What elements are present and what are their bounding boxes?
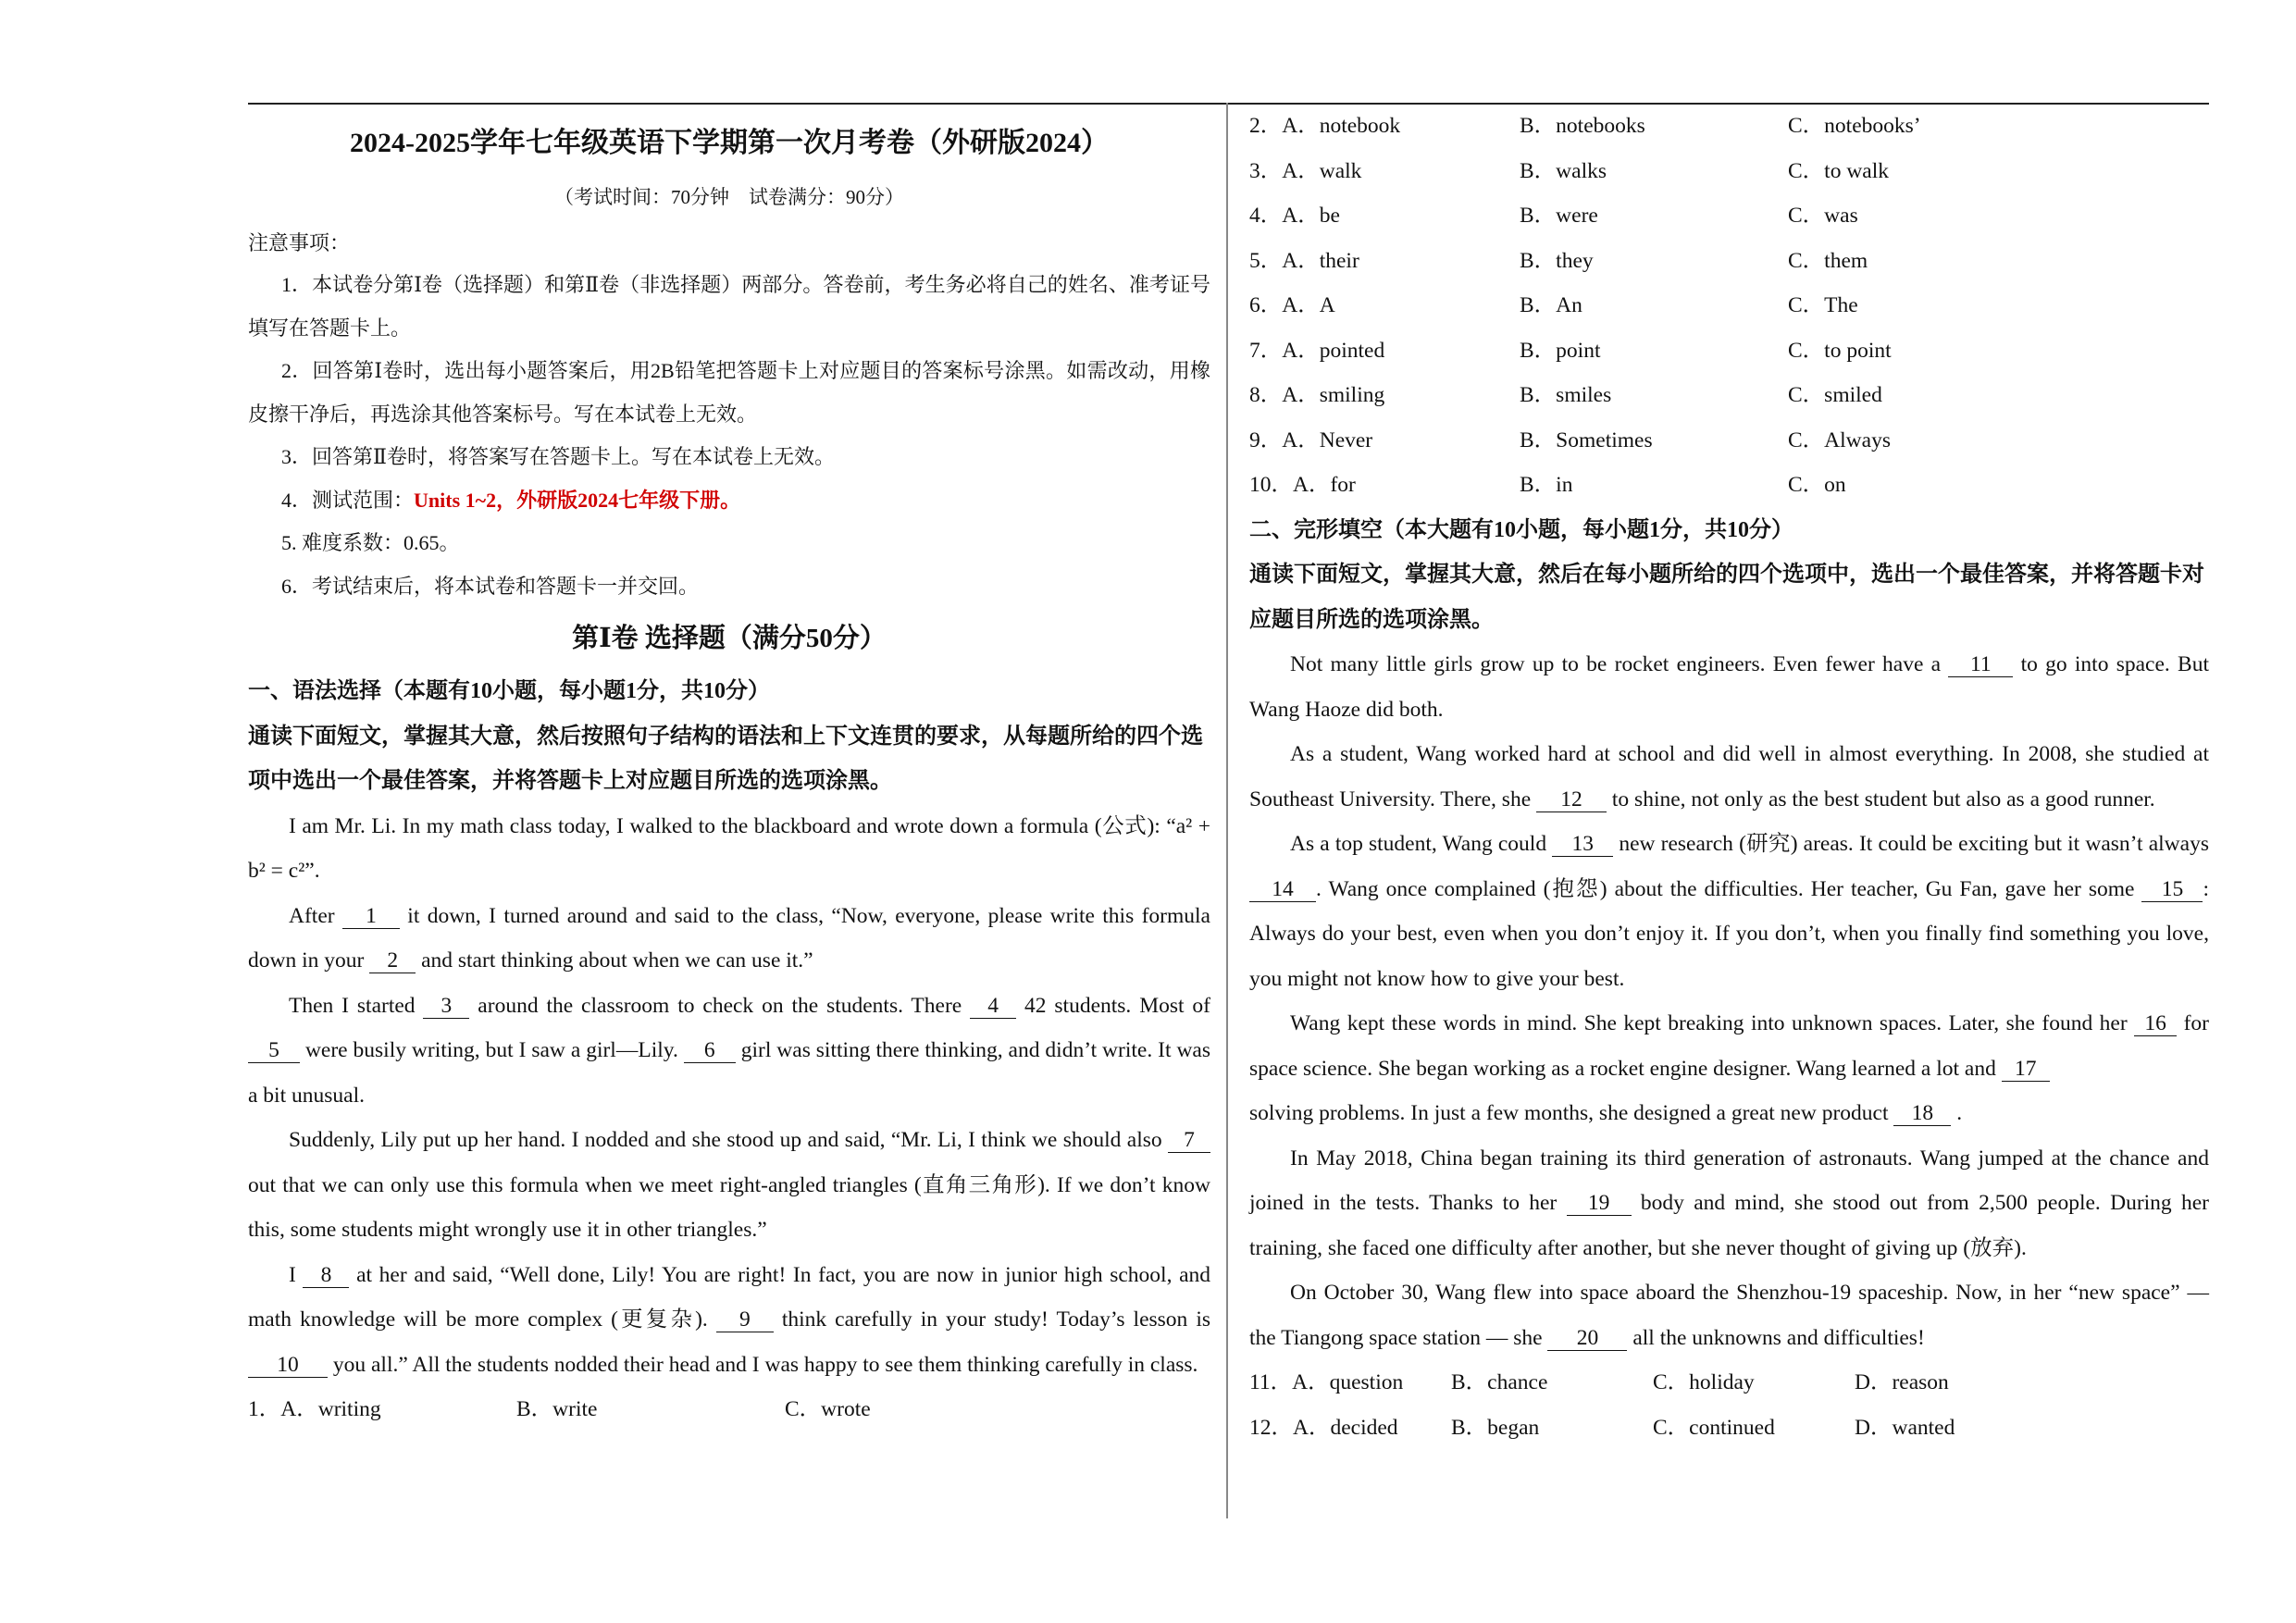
question-options-row [1249, 1406, 2209, 1451]
option-a: 12．A．decided [1249, 1415, 1398, 1440]
option-a: 7．A．pointed [1249, 338, 1385, 363]
text: Wang kept these words in mind. She kept breaking into unknown spaces. Later, she found her [1290, 1011, 2135, 1035]
option-c: C．to walk [1788, 158, 1890, 183]
text: In May 2018, China began training its third generation of astronauts. Wang jumped at the chance and joined in the tests. Thanks to her [1249, 1146, 2209, 1215]
blank-7: 7 [1168, 1128, 1210, 1153]
passage2-paragraph [1249, 1136, 2209, 1271]
blank-19: 19 [1567, 1191, 1632, 1216]
passage2-paragraph [1249, 1001, 2209, 1136]
text: . Wang once complained (抱怨) about the difficulties. Her teacher, Gu Fan, gave her some [1316, 876, 2142, 901]
blank-10: 10 [248, 1353, 328, 1378]
text: it down, I turned around and said to the class, “Now, everyone, please write this formula down in your [248, 903, 1210, 973]
part1-title: 第Ⅰ卷 选择题（满分50分） [572, 624, 887, 653]
note-scope-value: Units 1~2，外研版2024七年级下册。 [414, 488, 741, 512]
option-c: C．was [1788, 204, 1858, 228]
text: out that we can only use this formula when we meet right-angled triangles (直角三角形). If we don’t know this, some students might wrongly use it in other triangles.” [248, 1172, 1210, 1242]
option-c: C．to point [1788, 338, 1892, 363]
text: As a top student, Wang could [1290, 832, 1553, 856]
passage2-paragraph [1249, 642, 2209, 732]
text: girl was sitting there thinking, and didn’t write. It was a bit unusual. [248, 1038, 1210, 1108]
notes-heading: 注意事项： [248, 231, 351, 254]
note-item-scope [248, 479, 1210, 523]
passage1-paragraph [248, 984, 1210, 1119]
note-scope-label: 4．测试范围： [281, 488, 415, 512]
option-a: 6．A．A [1249, 293, 1335, 317]
blank-5: 5 [248, 1038, 300, 1063]
blank-18: 18 [1893, 1101, 1951, 1126]
passage2-paragraph [1249, 732, 2209, 822]
exam-title: 2024-2025学年七年级英语下学期第一次月考卷（外研版2024） [350, 128, 1109, 158]
text: I [289, 1262, 304, 1287]
right-column [1249, 104, 2209, 1450]
option-a: 1．A．writing [248, 1397, 381, 1421]
question-options-row [1249, 418, 2209, 464]
text: to go into space. But Wang Haoze did both. [1249, 652, 2209, 722]
passage1-paragraph [248, 1253, 1210, 1388]
option-b: B．walks [1520, 158, 1607, 183]
option-c: C．Always [1788, 427, 1891, 452]
question-options-row [1249, 239, 2209, 284]
option-a: 9．A．Never [1249, 427, 1373, 452]
text: for space science. She began working as a rocket engine designer. Wang learned a lot and [1249, 1011, 2210, 1081]
option-a: 10．A．for [1249, 473, 1356, 497]
question-options-row [1249, 193, 2209, 239]
blank-11: 11 [1948, 652, 2013, 677]
text: body and mind, she stood out from 2,500 people. During her training, she faced one difficulty after another, but she never thought of giving up (放弃). [1249, 1191, 2209, 1260]
passage1-paragraph: I am Mr. Li. In my math class today, I walked to the blackboard and wrote down a formula (公式): “a² + b² = c²”. [248, 813, 1210, 883]
option-c: C．on [1788, 473, 1846, 497]
option-c: C．notebooks’ [1788, 114, 1921, 138]
option-b: B．they [1520, 248, 1594, 273]
option-d: D．wanted [1855, 1415, 1955, 1440]
text: were busily writing, but I saw a girl—Lily. [300, 1038, 684, 1062]
left-column [248, 116, 1210, 1432]
option-b: B．smiles [1520, 383, 1612, 407]
blank-8: 8 [303, 1263, 349, 1288]
blank-4: 4 [970, 994, 1016, 1019]
text: After [289, 903, 342, 928]
section1-options-list [1249, 104, 2209, 508]
text: : Always do your best, even when you don’t enjoy it. If you don’t, when you finally find something you love, you might not know how to give your best. [1249, 876, 2209, 991]
section1-instruction: 通读下面短文，掌握其大意，然后按照句子结构的语法和上下文连贯的要求，从每题所给的四个选项中选出一个最佳答案，并将答题卡上对应题目所选的选项涂黑。 [248, 724, 1203, 793]
note-item: 2．回答第Ⅰ卷时，选出每小题答案后，用2B铅笔把答题卡上对应题目的答案标号涂黑。如需改动，用橡皮擦干净后，再选涂其他答案标号。写在本试卷上无效。 [248, 359, 1210, 426]
text: Not many little girls grow up to be rocket engineers. Even fewer have a [1290, 652, 1949, 676]
blank-17: 17 [2002, 1057, 2050, 1082]
option-b: B．An [1520, 293, 1582, 317]
text: you all.” All the students nodded their head and I was happy to see them thinking carefully in class. [328, 1352, 1198, 1377]
text: all the unknowns and difficulties! [1627, 1325, 1925, 1350]
note-item: 5. 难度系数：0.65。 [281, 531, 460, 554]
note-item: 3．回答第Ⅱ卷时，将答案写在答题卡上。写在本试卷上无效。 [281, 445, 835, 468]
passage2-paragraph [1249, 1270, 2209, 1360]
question-options-row [1249, 104, 2209, 149]
section2-title: 二、完形填空（本大题有10小题，每小题1分，共10分） [1249, 517, 1793, 542]
note-item: 6．考试结束后，将本试卷和答题卡一并交回。 [281, 574, 700, 598]
option-a: 5．A．their [1249, 248, 1359, 273]
option-c: C．smiled [1788, 383, 1882, 407]
question-options-row [1249, 328, 2209, 374]
section2-instruction: 通读下面短文，掌握其大意，然后在每小题所给的四个选项中，选出一个最佳答案，并将答题卡对应题目所选的选项涂黑。 [1249, 563, 2204, 632]
question-options-row [1249, 1360, 2209, 1406]
question-options-row [248, 1387, 1210, 1432]
text: On October 30, Wang flew into space aboard the Shenzhou-19 spaceship. Now, in her “new space” — the Tiangong space station — she [1249, 1281, 2209, 1350]
blank-9: 9 [716, 1307, 774, 1332]
option-d: D．reason [1855, 1370, 1949, 1394]
option-b: B．chance [1451, 1370, 1548, 1394]
text: Suddenly, Lily put up her hand. I nodded and she stood up and said, “Mr. Li, I think we should also [289, 1128, 1168, 1152]
exam-subtitle: （考试时间：70分钟 试卷满分：90分） [554, 186, 904, 208]
column-divider [1226, 103, 1228, 1518]
option-a: 11．A．question [1249, 1370, 1404, 1394]
option-b: B．began [1451, 1415, 1540, 1440]
text: As a student, Wang worked hard at school and did well in almost everything. In 2008, she studied at Southeast University. There, she [1249, 742, 2209, 812]
text: and start thinking about when we can use it.” [416, 948, 813, 973]
blank-1: 1 [342, 904, 400, 929]
option-a: 2．A．notebook [1249, 114, 1401, 138]
note-item: 1．本试卷分第Ⅰ卷（选择题）和第Ⅱ卷（非选择题）两部分。答卷前，考生务必将自己的姓名、准考证号填写在答题卡上。 [248, 273, 1210, 340]
option-b: B．were [1520, 204, 1598, 228]
option-c: C．wrote [785, 1397, 871, 1421]
blank-3: 3 [423, 994, 469, 1019]
blank-2: 2 [369, 948, 416, 973]
option-b: B．notebooks [1520, 114, 1645, 138]
text: Then I started [289, 993, 424, 1018]
option-b: B．point [1520, 338, 1601, 363]
option-c: C．continued [1653, 1415, 1775, 1440]
blank-12: 12 [1536, 787, 1607, 812]
option-a: 4．A．be [1249, 204, 1340, 228]
text: at her and said, “Well done, Lily! You are right! In fact, you are now in junior high school, and math knowledge will be more complex (更复杂). [248, 1262, 1210, 1332]
text: 42 students. Most of [1016, 993, 1210, 1018]
question-options-row [1249, 149, 2209, 194]
option-b: B．in [1520, 473, 1573, 497]
question-options-row [1249, 283, 2209, 328]
text: to shine, not only as the best student but also as a good runner. [1607, 787, 2155, 812]
passage1-paragraph [248, 894, 1210, 984]
text: new research (研究) areas. It could be exciting but it wasn’t always [1613, 832, 2209, 856]
text: think carefully in your study! Today’s lesson is [773, 1307, 1210, 1332]
passage2-paragraph [1249, 822, 2209, 1001]
blank-14: 14 [1249, 877, 1316, 902]
option-c: C．them [1788, 248, 1868, 273]
blank-16: 16 [2134, 1011, 2177, 1036]
blank-15: 15 [2141, 877, 2203, 902]
text: . [1951, 1101, 1963, 1125]
blank-6: 6 [684, 1038, 736, 1063]
option-c: C．The [1788, 293, 1858, 317]
section1-title: 一、语法选择（本题有10小题，每小题1分，共10分） [248, 679, 770, 703]
blank-13: 13 [1552, 832, 1613, 857]
option-a: 8．A．smiling [1249, 383, 1385, 407]
blank-20: 20 [1547, 1326, 1627, 1351]
question-options-row [1249, 373, 2209, 418]
text: around the classroom to check on the students. There [469, 993, 971, 1018]
option-b: B．Sometimes [1520, 427, 1653, 452]
option-c: C．holiday [1653, 1370, 1755, 1394]
option-b: B．write [516, 1397, 598, 1421]
passage1-paragraph [248, 1118, 1210, 1253]
option-a: 3．A．walk [1249, 158, 1362, 183]
question-options-row [1249, 463, 2209, 508]
text: solving problems. In just a few months, she designed a great new product [1249, 1101, 1894, 1125]
